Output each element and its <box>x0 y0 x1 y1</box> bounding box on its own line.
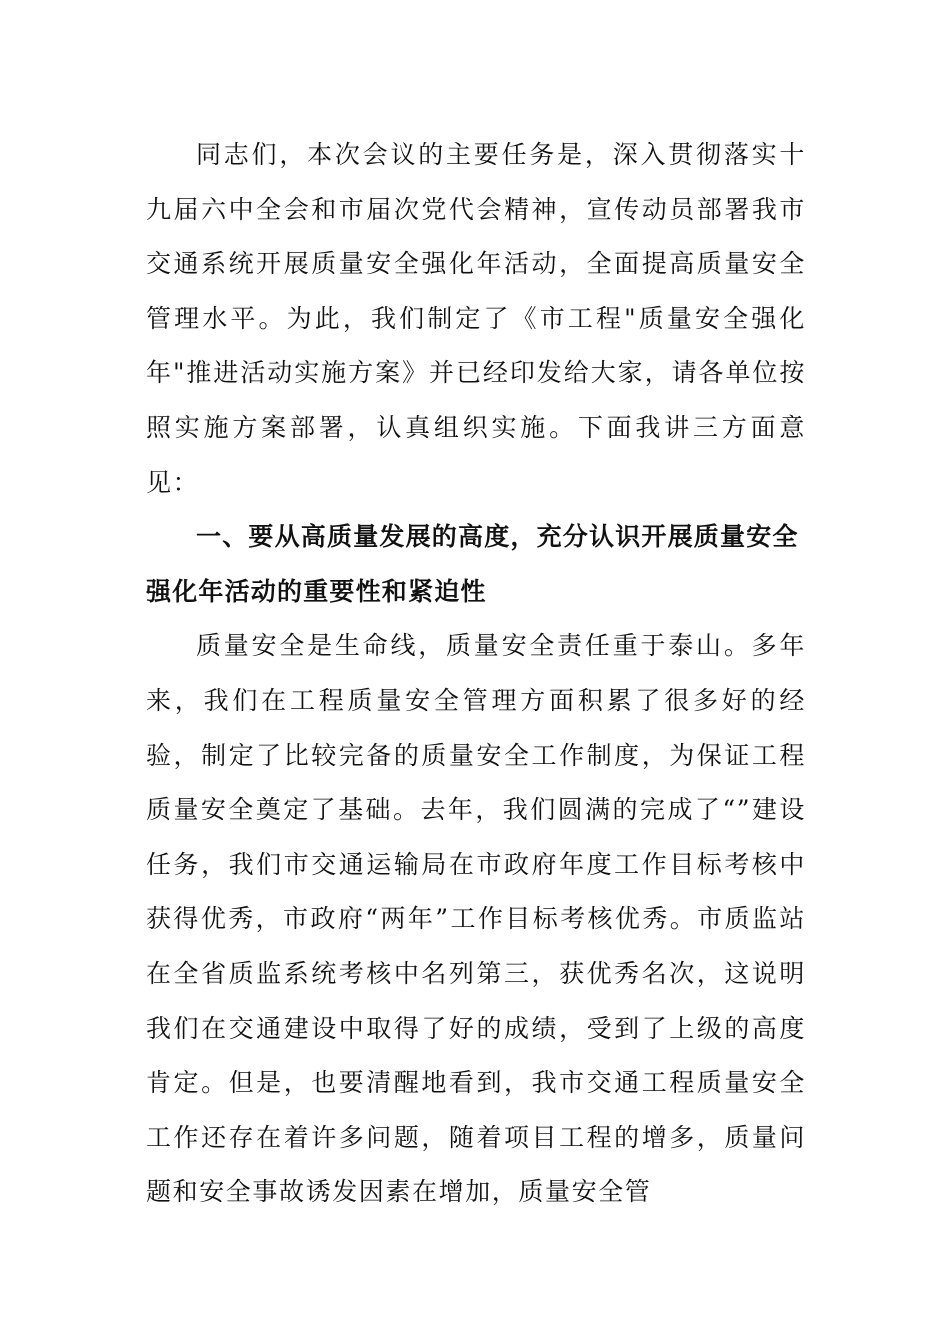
document-page <box>146 128 806 1220</box>
paragraph-quality-safety: 质量安全是生命线，质量安全责任重于泰山。多年来，我们在工程质量安全管理方面积累了很多好的经验，制定了比较完备的质量安全工作制度，为保证工程质量安全奠定了基础。去年，我们圆满的完成了“”建设任务，我们市交通运输局在市政府年度工作目标考核中获得优秀，市政府“两年”工作目标考核优秀。市质监站在全省质监系统考核中名列第三，获优秀名次，这说明我们在交通建设中取得了好的成绩，受到了上级的高度肯定。但是，也要清醒地看到，我市交通工程质量安全工作还存在着许多问题，随着项目工程的增多，质量问题和安全事故诱发因素在增加，质量安全管 <box>146 631 806 1207</box>
section-heading-1: 一、要从高质量发展的高度，充分认识开展质量安全强化年活动的重要性和紧迫性 <box>146 522 799 606</box>
paragraph-intro: 同志们，本次会议的主要任务是，深入贯彻落实十九届六中全会和市届次党代会精神，宣传动员部署我市交通系统开展质量安全强化年活动，全面提高质量安全管理水平。为此，我们制定了《市工程"质量安全强化年"推进活动实施方案》并已经印发给大家，请各单位按照实施方案部署，认真组织实施。下面我讲三方面意见： <box>146 140 806 497</box>
